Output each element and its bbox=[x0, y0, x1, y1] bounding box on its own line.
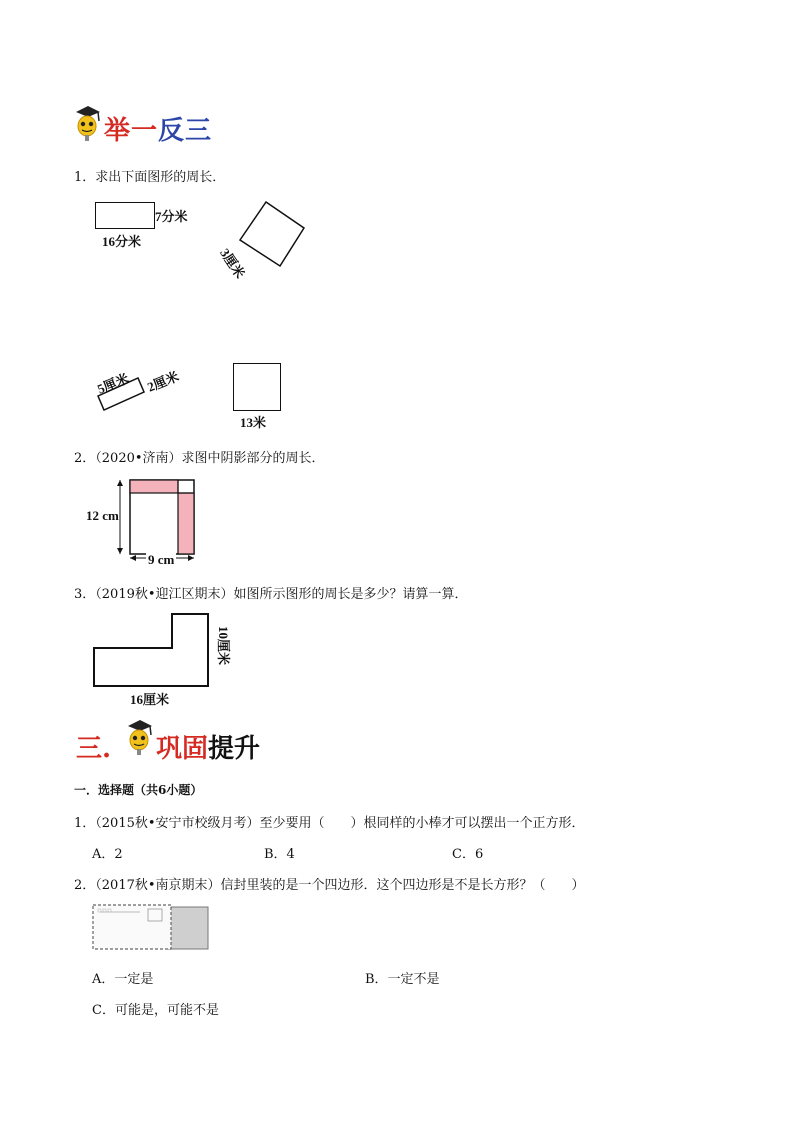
choice-question-1: 1．（2015秋•安宁市校级月考）至少要用（ ）根同样的小棒才可以摆出一个正方形． bbox=[74, 816, 585, 831]
subheading-choice: 一．选择题（共6小题） bbox=[74, 783, 203, 797]
choice-2-option-b[interactable]: B．一定不是 bbox=[365, 972, 440, 987]
choice-2-option-a[interactable]: A．一定是 bbox=[92, 972, 154, 987]
label-13m: 13米 bbox=[240, 415, 267, 430]
choice-question-2: 2．（2017秋•南京期末）信封里装的是一个四边形．这个四边形是不是长方形？（ ） bbox=[74, 878, 585, 893]
heading-2-part2: 提升 bbox=[208, 734, 261, 764]
label-7dm: 7分米 bbox=[155, 209, 188, 224]
envelope-image bbox=[92, 904, 212, 952]
label-9cm: 9 cm bbox=[148, 552, 175, 567]
label-2cm: 2厘米 bbox=[145, 368, 181, 395]
heading-2-part1: 巩固 bbox=[156, 734, 209, 764]
heading-2-number: 三. bbox=[76, 734, 112, 764]
choice-1-option-b[interactable]: B．4 bbox=[264, 847, 295, 862]
figure-l-shape bbox=[90, 610, 220, 690]
question-1-3: 3．（2019秋•迎江区期末）如图所示图形的周长是多少？请算一算． bbox=[74, 587, 468, 602]
heading-1-part2: 反三 bbox=[158, 116, 213, 146]
label-3cm: 3厘米 bbox=[217, 245, 248, 282]
question-1-1: 1．求出下面图形的周长． bbox=[74, 170, 226, 185]
label-16cm: 16厘米 bbox=[130, 692, 170, 707]
heading-1-part1: 举一 bbox=[104, 116, 159, 146]
choice-1-option-c[interactable]: C．6 bbox=[452, 847, 484, 862]
label-5cm: 5厘米 bbox=[95, 370, 131, 397]
figure-square bbox=[233, 363, 281, 411]
scholar-icon bbox=[122, 718, 156, 758]
label-12cm: 12 cm bbox=[86, 508, 119, 523]
choice-2-option-c[interactable]: C．可能是，可能不是 bbox=[92, 1003, 219, 1018]
choice-1-option-a[interactable]: A．2 bbox=[92, 847, 123, 862]
label-16dm: 16分米 bbox=[102, 234, 142, 249]
question-1-2: 2．（2020•济南）求图中阴影部分的周长． bbox=[74, 451, 325, 466]
scholar-icon bbox=[70, 104, 104, 144]
label-10cm: 10厘米 bbox=[216, 626, 231, 666]
figure-rectangle bbox=[95, 202, 155, 229]
